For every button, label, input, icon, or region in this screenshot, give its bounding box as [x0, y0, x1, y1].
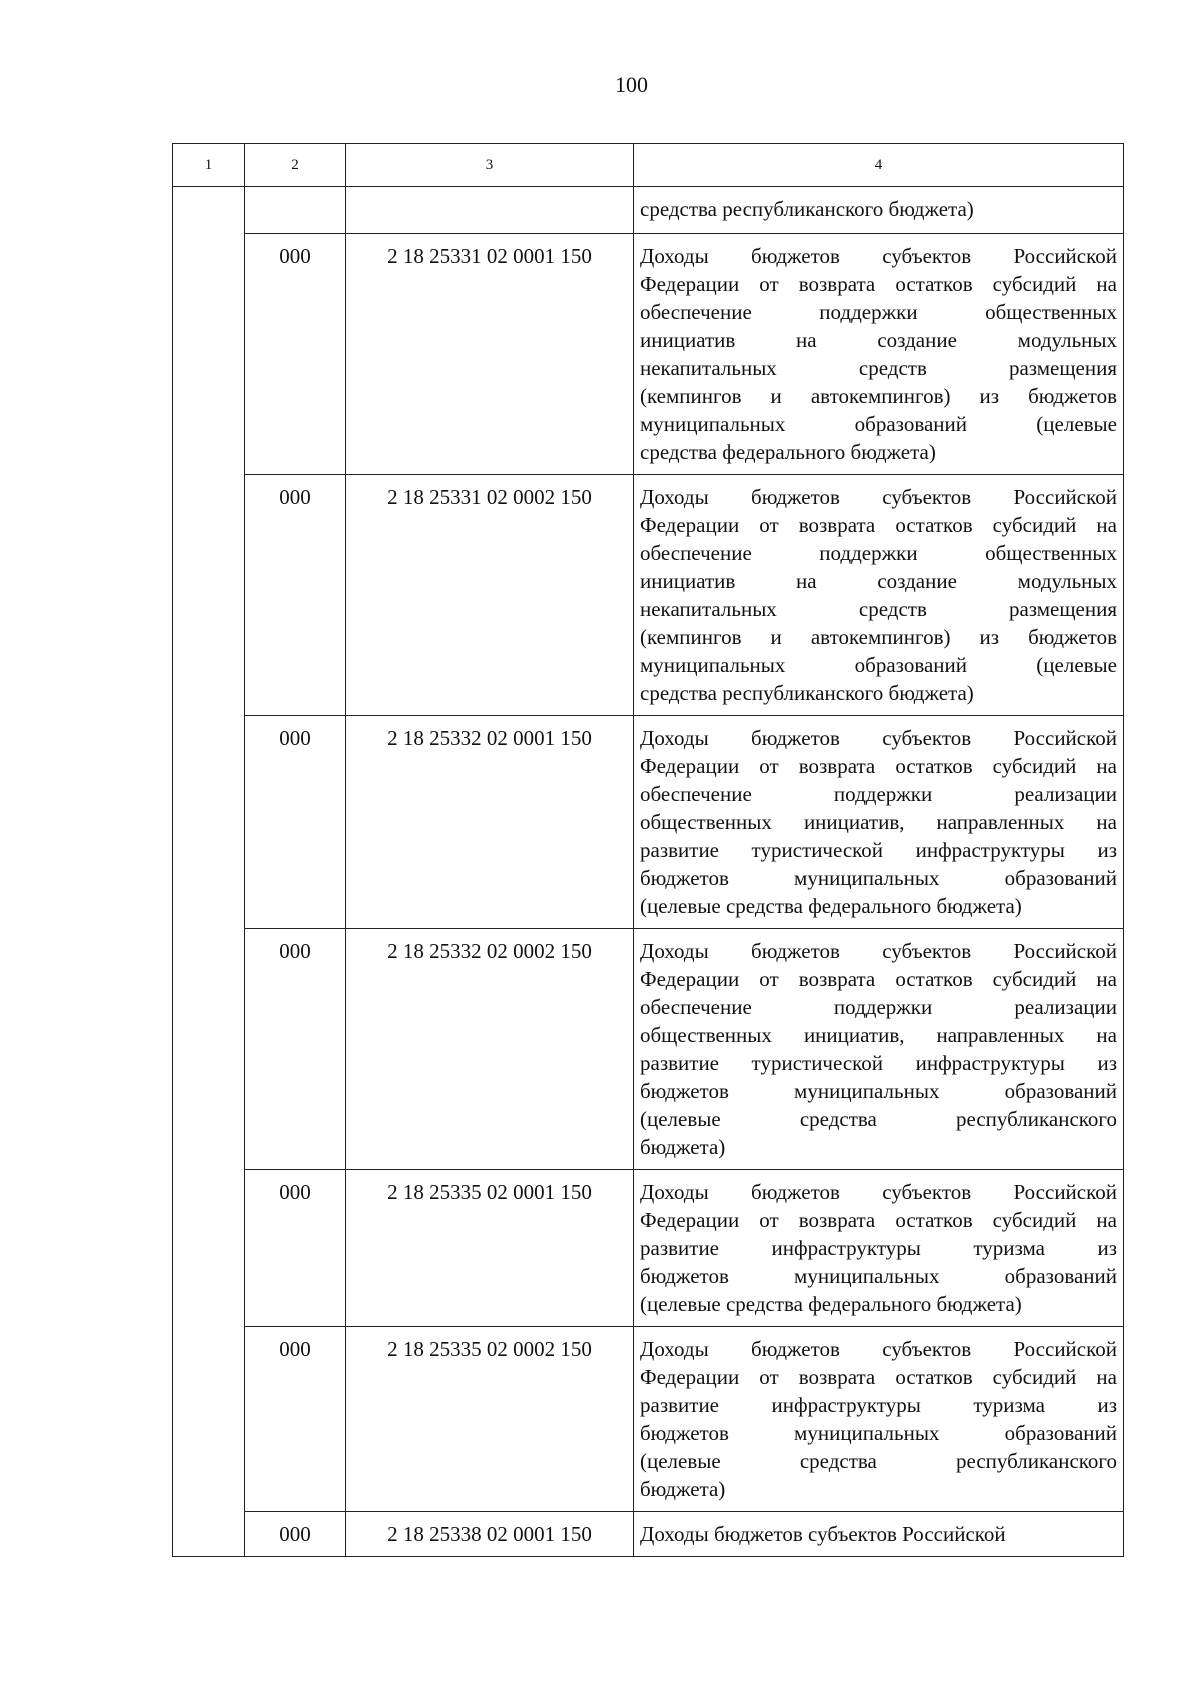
description-line: (целевые средства республиканского [640, 1107, 1117, 1131]
description-line: Доходы бюджетов субъектов Российской [640, 1337, 1117, 1361]
description-line: Федерации от возврата остатков субсидий на [640, 754, 1117, 778]
description-line: Федерации от возврата остатков субсидий на [640, 513, 1117, 537]
description-line: Федерации от возврата остатков субсидий на [640, 967, 1117, 991]
description-line: обеспечение поддержки общественных [640, 300, 1117, 324]
description-line: инициатив на создание модульных [640, 328, 1117, 352]
description-line: развитие инфраструктуры туризма из [640, 1393, 1117, 1417]
description-line: (целевые средства федерального бюджета) [640, 1292, 1022, 1316]
description-line: бюджетов муниципальных образований [640, 1264, 1117, 1288]
description-line: бюджетов муниципальных образований [640, 1079, 1117, 1103]
table-row [173, 929, 1124, 1170]
description-cell [634, 1327, 1124, 1512]
admin-code-cell: 000 [245, 929, 346, 1170]
description-line: обеспечение поддержки общественных [640, 541, 1117, 565]
description-cell [634, 716, 1124, 929]
income-code-cell: 2 18 25332 02 0001 150 [346, 716, 634, 929]
column-1-empty-cell [173, 187, 245, 1557]
description-cell [634, 1512, 1124, 1557]
admin-code-cell: 000 [245, 1512, 346, 1557]
income-code-cell: 2 18 25335 02 0001 150 [346, 1170, 634, 1327]
description-line: Доходы бюджетов субъектов Российской [640, 1522, 1006, 1546]
income-code-cell: 2 18 25338 02 0001 150 [346, 1512, 634, 1557]
description-line: Доходы бюджетов субъектов Российской [640, 939, 1117, 963]
description-line: (кемпингов и автокемпингов) из бюджетов [640, 625, 1117, 649]
description-line: развитие туристической инфраструктуры из [640, 838, 1117, 862]
description-cell [634, 929, 1124, 1170]
description-line: Федерации от возврата остатков субсидий на [640, 272, 1117, 296]
description-cell [634, 234, 1124, 475]
income-code-cell: 2 18 25332 02 0002 150 [346, 929, 634, 1170]
admin-code-cell: 000 [245, 716, 346, 929]
header-cell-1: 1 [173, 144, 245, 187]
description-line: некапитальных средств размещения [640, 597, 1117, 621]
description-line: Федерации от возврата остатков субсидий на [640, 1208, 1117, 1232]
description-line: (целевые средства федерального бюджета) [640, 894, 1022, 918]
continuation-text: средства республиканского бюджета) [640, 197, 974, 221]
description-line: развитие инфраструктуры туризма из [640, 1236, 1117, 1260]
page-number: 100 [615, 72, 648, 97]
table-row [173, 716, 1124, 929]
continuation-admin-cell [245, 187, 346, 234]
description-cell [634, 475, 1124, 716]
admin-code-cell: 000 [245, 1327, 346, 1512]
description-line: бюджетов муниципальных образований [640, 1421, 1117, 1445]
admin-code-cell: 000 [245, 1170, 346, 1327]
header-cell-2: 2 [245, 144, 346, 187]
description-cell [634, 1170, 1124, 1327]
description-line: муниципальных образований (целевые [640, 412, 1117, 436]
description-line: средства республиканского бюджета) [640, 681, 974, 705]
description-line: общественных инициатив, направленных на [640, 810, 1117, 834]
description-line: некапитальных средств размещения [640, 356, 1117, 380]
description-line: развитие туристической инфраструктуры из [640, 1051, 1117, 1075]
description-line: бюджета) [640, 1135, 726, 1159]
description-line: бюджета) [640, 1477, 726, 1501]
income-code-cell: 2 18 25331 02 0002 150 [346, 475, 634, 716]
header-cell-4: 4 [634, 144, 1124, 187]
income-code-cell: 2 18 25335 02 0002 150 [346, 1327, 634, 1512]
admin-code-cell: 000 [245, 234, 346, 475]
description-line: Доходы бюджетов субъектов Российской [640, 726, 1117, 750]
income-code-cell: 2 18 25331 02 0001 150 [346, 234, 634, 475]
continuation-row [173, 187, 1124, 234]
description-line: (целевые средства республиканского [640, 1449, 1117, 1473]
table-row [173, 475, 1124, 716]
description-line: обеспечение поддержки реализации [640, 995, 1117, 1019]
header-cell-3: 3 [346, 144, 634, 187]
description-line: обеспечение поддержки реализации [640, 782, 1117, 806]
table-header-row [173, 144, 1124, 187]
description-line: Доходы бюджетов субъектов Российской [640, 244, 1117, 268]
description-line: бюджетов муниципальных образований [640, 866, 1117, 890]
description-line: (кемпингов и автокемпингов) из бюджетов [640, 384, 1117, 408]
description-line: Доходы бюджетов субъектов Российской [640, 485, 1117, 509]
continuation-description-cell [634, 187, 1124, 234]
budget-classification-table [172, 143, 1124, 1557]
description-line: Федерации от возврата остатков субсидий на [640, 1365, 1117, 1389]
table-row [173, 1170, 1124, 1327]
description-line: инициатив на создание модульных [640, 569, 1117, 593]
table-row [173, 1327, 1124, 1512]
description-line: общественных инициатив, направленных на [640, 1023, 1117, 1047]
description-line: средства федерального бюджета) [640, 440, 936, 464]
description-line: Доходы бюджетов субъектов Российской [640, 1180, 1117, 1204]
description-line: муниципальных образований (целевые [640, 653, 1117, 677]
table-row [173, 1512, 1124, 1557]
continuation-code-cell [346, 187, 634, 234]
admin-code-cell: 000 [245, 475, 346, 716]
table-row [173, 234, 1124, 475]
